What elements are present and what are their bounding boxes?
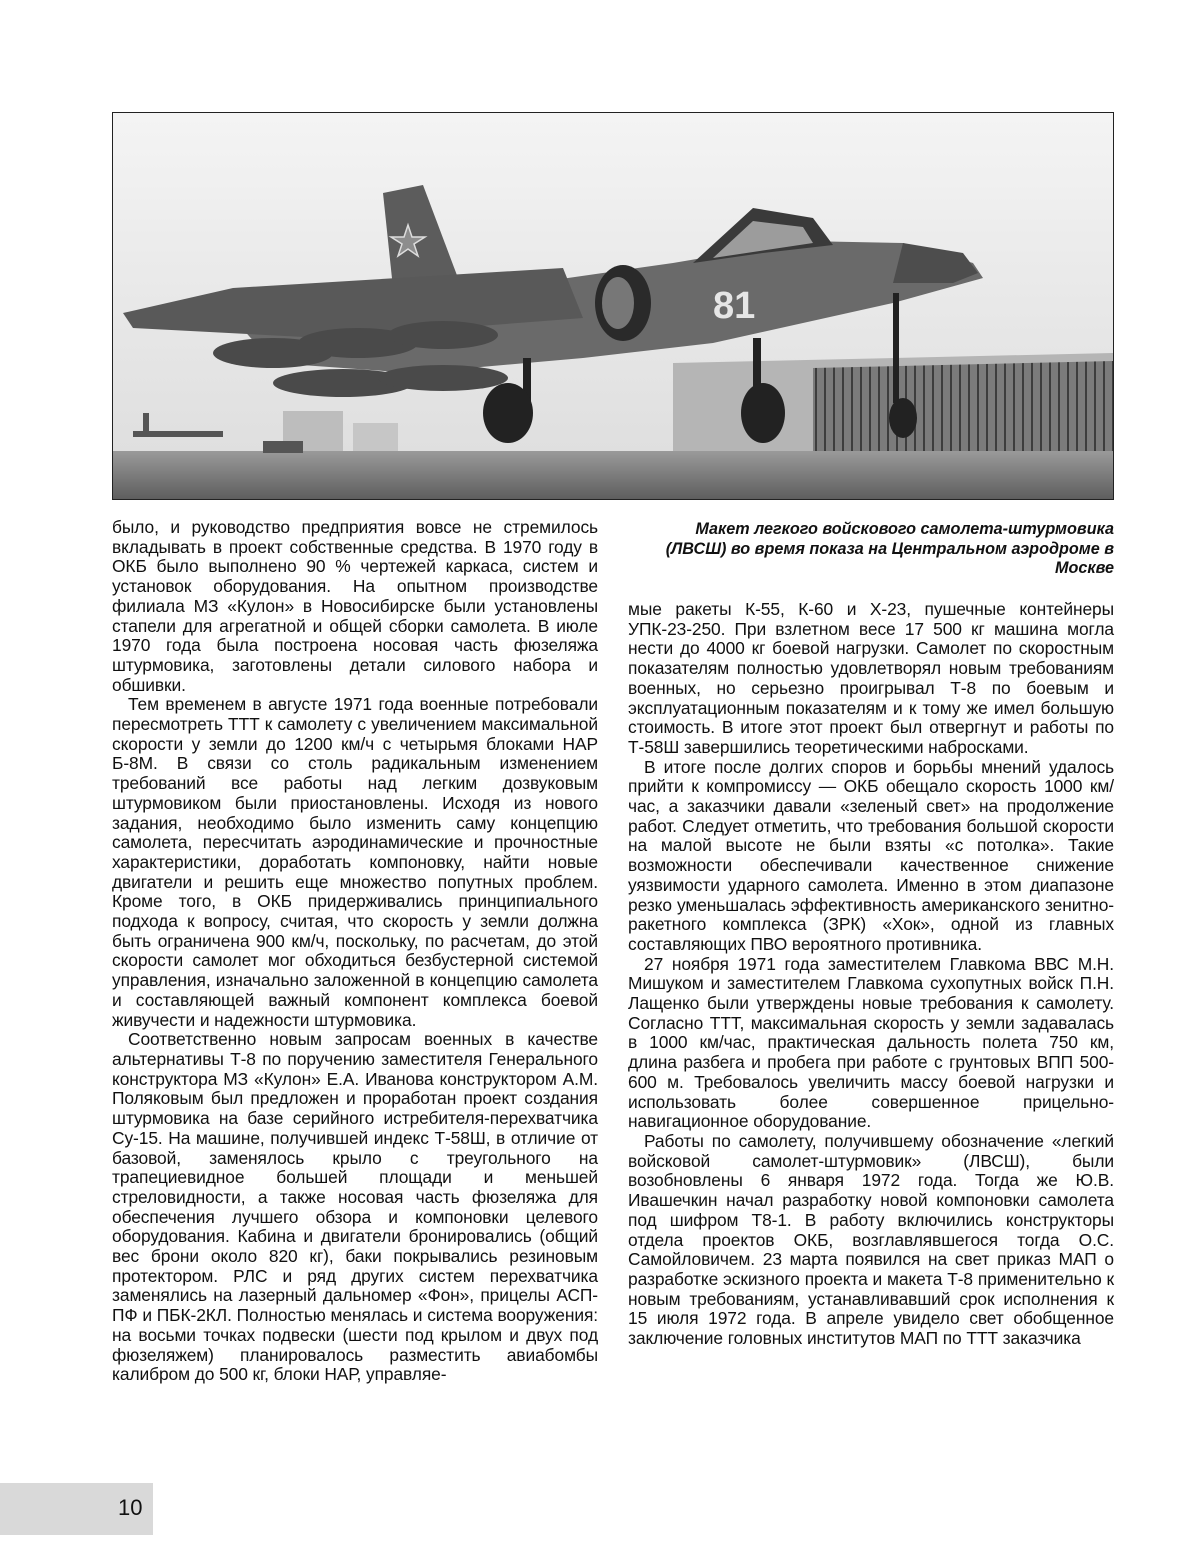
paragraph: было, и руководство предприятия вовсе не стремилось вкладывать в проект собственные средства. В 1970 году в ОКБ было выполнено 90 % чертежей каркаса, систем и установок оборудования. На опытном производстве филиала МЗ «Кулон» в Новосибирске были установлены стапели для агрегатной и общей сборки самолета. В июле 1970 года была построена носовая часть фюзеляжа штурмовика, заготовлены детали силового набора и обшивки.	[112, 517, 598, 695]
paragraph: Соответственно новым запросам военных в качестве альтернативы Т-8 по поручению заместителя Генерального конструктора МЗ «Кулон» Е.А. Иванова конструктором А.М. Поляковым был предложен и проработан проект создания штурмовика на базе серийного истребителя-перехватчика Су-15. На машине, получившей индекс Т-58Ш, в отличие от базовой, заменялось крыло с треугольного на трапециевидное большей площади и меньшей стреловидности, а также носовая часть фюзеляжа для обеспечения лучшего обзора и компоновки целевого оборудования. Кабина и двигатели бронировались (общий вес брони около 820 кг), баки покрывались резиновым протектором. РЛС и ряд других систем перехватчика заменялись на лазерный дальномер «Фон», прицелы АСП-ПФ и ПБК-2КЛ. Полностью менялась и система вооружения: на восьми точках подвески (шести под крылом и двух под фюзеляжем) планировалось разместить авиабомбы калибром до 500 кг, блоки НАР, управляе-	[112, 1029, 598, 1385]
aircraft-illustration	[113, 113, 1113, 499]
page-number: 10	[118, 1495, 143, 1520]
right-text-column	[628, 600, 1114, 1349]
paragraph: Работы по самолету, получившему обозначение «легкий войсковой самолет-штурмовик» (ЛВСШ), были возобновлены 6 января 1972 года. Тогда же Ю.В. Ивашечкин начал разработку новой компоновки самолета под шифром Т8-1. В работу включились конструкторы отдела проектов ОКБ, возглавлявшегося тогда О.С. Самойловичем. 23 марта появился на свет приказ МАП о разработке эскизного проекта и макета Т-8 применительно к новым требованиям, устанавливавший срок исполнения к 15 июля 1972 года. В апреле увидело свет обобщенное заключение головных институтов МАП по ТТТ заказчика	[628, 1130, 1114, 1349]
paragraph: 27 ноября 1971 года заместителем Главкома ВВС М.Н. Мишуком и заместителем Главкома сухопутных войск П.Н. Лащенко были утверждены новые требования к самолету. Согласно ТТТ, максимальная скорость у земли задавалась в 1000 км/час, практическая дальность полета 750 км, длина разбега и пробега при работе с грунтовых ВПП 500-600 м. Требовалось увеличить массу боевой нагрузки и использовать более совершенное прицельно-навигационное оборудование.	[628, 953, 1114, 1132]
caption-line: Москве	[1055, 559, 1114, 577]
paragraph: мые ракеты К-55, К-60 и Х-23, пушечные контейнеры УПК-23-250. При взлетном весе 17 500 кг машина могла нести до 4000 кг боевой нагрузки. Самолет по скоростным показателям полностью удовлетворял новым требованиям военных, но серьезно проигрывал Т-8 по боевым и эксплуатационным показателям и к тому же имел большую стоимость. В итоге этот проект был отвергнут и работы по Т-58Ш завершились теоретическими набросками.	[628, 599, 1114, 757]
caption-line: Макет легкого войскового самолета-штурмовика	[695, 520, 1114, 538]
aircraft-photo	[112, 112, 1114, 500]
tail-number: 81	[713, 285, 756, 327]
paragraph: Тем временем в августе 1971 года военные потребовали пересмотреть ТТТ к самолету с увеличением максимальной скорости у земли до 1200 км/ч с четырьмя блоками НАР Б-8М. В связи со столь радикальным изменением требований все работы над легким дозвуковым штурмовиком были приостановлены. Исходя из нового задания, необходимо было изменить саму концепцию самолета, пересчитать аэродинамические и прочностные характеристики, доработать компоновку, найти новые двигатели и решить еще множество попутных проблем. Кроме того, в ОКБ придерживались принципиального подхода к вопросу, считая, что скорость у земли должна быть ограничена 900 км/ч, поскольку, по расчетам, до этой скорости самолет мог обходиться безбустерной системой управления, изначально заложенной в концепцию самолета и составляющей важный компонент комплекса боевой живучести и надежности штурмовика.	[112, 694, 598, 1030]
photo-caption	[628, 520, 1114, 579]
left-text-column	[112, 518, 598, 1385]
caption-line: (ЛВСШ) во время показа на Центральном аэродроме в	[665, 539, 1114, 558]
paragraph: В итоге после долгих споров и борьбы мнений удалось прийти к компромиссу — ОКБ обещало скорость 1000 км/час, а заказчики давали «зеленый свет» на продолжение работ. Следует отметить, что требования большой скорости на малой высоте не были взяты «с потолка». Такие возможности обеспечивали качественное снижение уязвимости ударного самолета. Именно в этом диапазоне резко уменьшалась эффективность американского зенитно-ракетного комплекса (ЗРК) «Хок», одной из главных составляющих ПВО вероятного противника.	[628, 756, 1114, 954]
